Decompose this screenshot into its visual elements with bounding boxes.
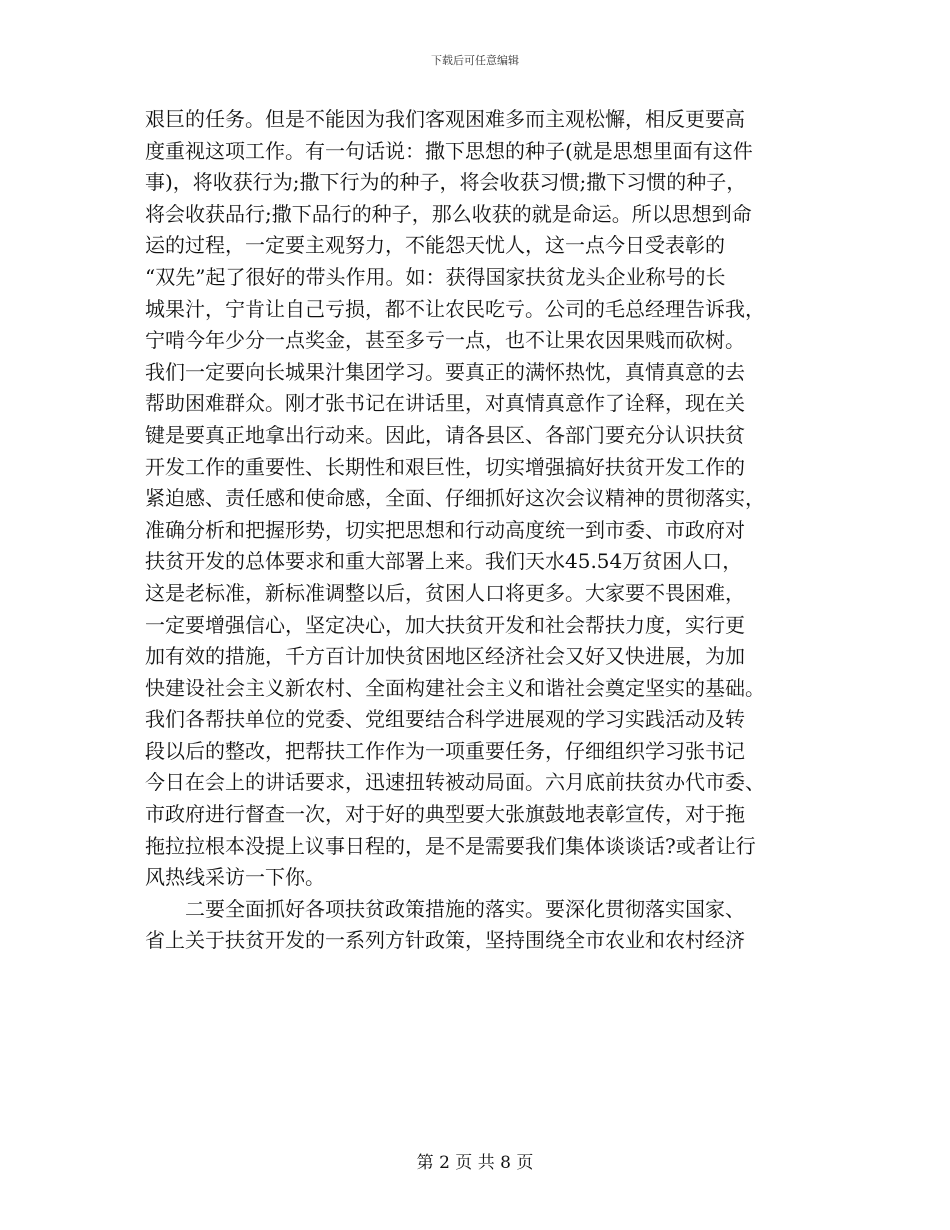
text-line: 将会收获品行;撒下品行的种子，那么收获的就是命运。所以思想到命 xyxy=(145,201,752,226)
text-line: 段以后的整改，把帮扶工作作为一项重要任务，仔细组织学习张书记 xyxy=(145,738,745,763)
text-line: 紧迫感、责任感和使命感，全面、仔细抓好这次会议精神的贯彻落实， xyxy=(145,486,765,511)
text-line: 度重视这项工作。有一句话说：撒下思想的种子(就是思想里面有这件 xyxy=(145,138,753,163)
text-line: 今日在会上的讲话要求，迅速扭转被动局面。六月底前扶贫办代市委、 xyxy=(145,770,765,795)
page-header: 下载后可任意编辑 xyxy=(431,54,519,67)
body-text xyxy=(145,104,815,957)
text-line: 加有效的措施，千方百计加快贫困地区经济社会又好又快进展，为加 xyxy=(145,644,745,669)
text-line: 我们各帮扶单位的党委、党组要结合科学进展观的学习实践活动及转 xyxy=(145,707,745,732)
text-line: 键是要真正地拿出行动来。因此，请各县区、各部门要充分认识扶贫 xyxy=(145,422,745,447)
text-line: 运的过程，一定要主观努力，不能怨天忧人，这一点今日受表彰的 xyxy=(145,233,725,258)
page-number: 第 2 页 共 8 页 xyxy=(416,1153,534,1173)
text-line: 这是老标准，新标准调整以后，贫困人口将更多。大家要不畏困难， xyxy=(145,580,745,605)
text-line: 快建设社会主义新农村、全面构建社会主义和谐社会奠定坚实的基础。 xyxy=(145,675,765,700)
text-line: 拖拉拉根本没提上议事日程的，是不是需要我们集体谈谈话?或者让行 xyxy=(145,833,756,858)
text-line: 城果汁，宁肯让自己亏损，都不让农民吃亏。公司的毛总经理告诉我， xyxy=(145,296,765,321)
text-line: 市政府进行督查一次，对于好的典型要大张旗鼓地表彰宣传，对于拖 xyxy=(145,802,745,827)
text-line: 艰巨的任务。但是不能因为我们客观困难多而主观松懈，相反更要高 xyxy=(145,107,745,131)
text-line: 一定要增强信心，坚定决心，加大扶贫开发和社会帮扶力度，实行更 xyxy=(145,612,745,637)
text-line: 扶贫开发的总体要求和重大部署上来。我们天水45.54万贫困人口， xyxy=(145,549,743,574)
text-line: 宁啃今年少分一点奖金，甚至多亏一点，也不让果农因果贱而砍树。 xyxy=(145,328,745,353)
text-line: 准确分析和把握形势，切实把思想和行动高度统一到市委、市政府对 xyxy=(145,517,745,542)
text-line: 帮助困难群众。刚才张书记在讲话里，对真情真意作了诠释，现在关 xyxy=(145,391,745,416)
text-line: 事)，将收获行为;撒下行为的种子，将会收获习惯;撒下习惯的种子， xyxy=(145,170,747,195)
text-line: 我们一定要向长城果汁集团学习。要真正的满怀热忱，真情真意的去 xyxy=(145,359,745,384)
paragraph-start-line: 二要全面抓好各项扶贫政策措施的落实。要深化贯彻落实国家、 xyxy=(185,896,745,921)
text-line: 省上关于扶贫开发的一系列方针政策，坚持围绕全市农业和农村经济 xyxy=(145,928,745,953)
text-line: “双先”起了很好的带头作用。如：获得国家扶贫龙头企业称号的长 xyxy=(145,264,726,289)
text-line: 开发工作的重要性、长期性和艰巨性，切实增强搞好扶贫开发工作的 xyxy=(145,454,745,479)
text-line: 风热线采访一下你。 xyxy=(145,865,325,890)
